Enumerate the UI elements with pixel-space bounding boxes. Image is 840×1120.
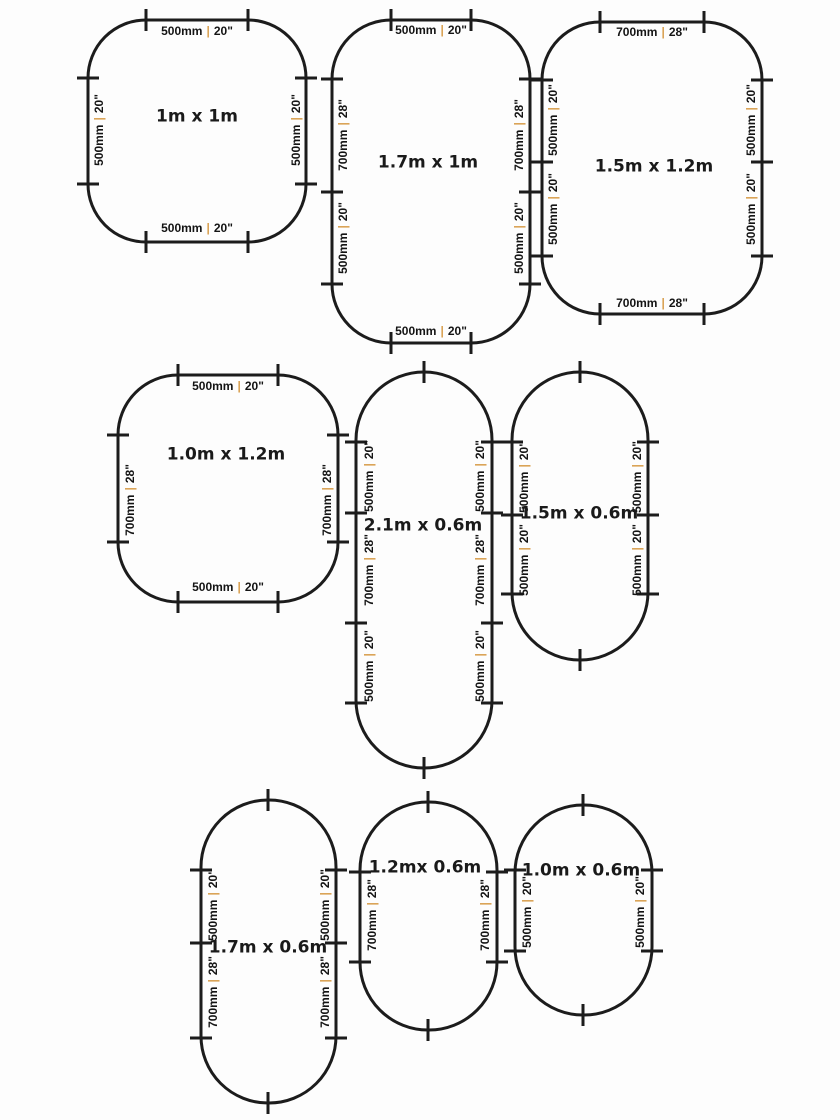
dim-label-left bbox=[363, 630, 375, 702]
mm-value: 500mm bbox=[92, 124, 106, 166]
separator: | bbox=[744, 196, 758, 200]
mm-value: 500mm bbox=[161, 24, 203, 38]
inch-value: 20" bbox=[447, 23, 467, 37]
inch-value: 28" bbox=[362, 534, 376, 554]
separator: | bbox=[440, 324, 444, 338]
mm-value: 700mm bbox=[478, 909, 492, 951]
mm-value: 500mm bbox=[517, 471, 531, 513]
inch-value: 28" bbox=[123, 464, 137, 484]
outline bbox=[360, 802, 497, 1030]
separator: | bbox=[633, 899, 647, 903]
inch-value: 20" bbox=[289, 94, 303, 114]
mm-value: 500mm bbox=[473, 660, 487, 702]
inch-value: 28" bbox=[365, 879, 379, 899]
mm-value: 500mm bbox=[473, 470, 487, 512]
mm-value: 700mm bbox=[206, 986, 220, 1028]
mm-value: 500mm bbox=[744, 114, 758, 156]
separator: | bbox=[237, 379, 241, 393]
shape-size-label: 1.0m x 0.6m bbox=[521, 860, 641, 881]
dim-label-right bbox=[745, 84, 757, 156]
outline bbox=[332, 20, 530, 343]
outline bbox=[515, 805, 652, 1015]
separator: | bbox=[362, 463, 376, 467]
dim-label-bottom bbox=[395, 325, 467, 337]
separator: | bbox=[440, 23, 444, 37]
inch-value: 28" bbox=[512, 99, 526, 119]
dim-label-left bbox=[518, 441, 530, 513]
mm-value: 500mm bbox=[362, 660, 376, 702]
separator: | bbox=[206, 24, 210, 38]
dim-label-left bbox=[521, 876, 533, 948]
separator: | bbox=[744, 107, 758, 111]
mm-value: 500mm bbox=[546, 203, 560, 245]
dim-label-top bbox=[395, 24, 467, 36]
dim-label-left bbox=[337, 202, 349, 274]
shape-size-label: 1.7m x 1m bbox=[377, 152, 479, 173]
inch-value: 20" bbox=[744, 173, 758, 193]
mm-value: 700mm bbox=[616, 296, 658, 310]
separator: | bbox=[237, 580, 241, 594]
inch-value: 20" bbox=[633, 876, 647, 896]
dim-label-left bbox=[363, 440, 375, 512]
separator: | bbox=[336, 225, 350, 229]
dim-label-right bbox=[474, 534, 486, 606]
dim-label-left bbox=[363, 534, 375, 606]
separator: | bbox=[661, 296, 665, 310]
inch-value: 20" bbox=[318, 869, 332, 889]
separator: | bbox=[289, 117, 303, 121]
dim-label-top bbox=[192, 380, 264, 392]
separator: | bbox=[473, 463, 487, 467]
dim-label-right bbox=[631, 524, 643, 596]
dim-label-left bbox=[366, 879, 378, 951]
separator: | bbox=[546, 107, 560, 111]
shape-size-label: 1m x 1m bbox=[156, 106, 238, 127]
dim-label-left bbox=[547, 173, 559, 245]
dim-label-right bbox=[321, 464, 333, 536]
inch-value: 28" bbox=[336, 99, 350, 119]
dim-label-left bbox=[518, 524, 530, 596]
outline bbox=[88, 20, 306, 242]
mm-value: 700mm bbox=[123, 494, 137, 536]
inch-value: 20" bbox=[630, 441, 644, 461]
inch-value: 20" bbox=[244, 379, 264, 393]
inch-value: 20" bbox=[630, 524, 644, 544]
separator: | bbox=[92, 117, 106, 121]
separator: | bbox=[318, 892, 332, 896]
separator: | bbox=[630, 547, 644, 551]
shape-size-label: 1.7m x 0.6m bbox=[208, 937, 328, 958]
tick-marks bbox=[77, 9, 317, 253]
dim-label-top bbox=[161, 25, 233, 37]
dim-label-left bbox=[93, 94, 105, 166]
separator: | bbox=[336, 122, 350, 126]
mm-value: 700mm bbox=[616, 25, 658, 39]
track-1.0m-x-1.2m bbox=[107, 364, 349, 613]
track-1m-x-1m bbox=[77, 9, 317, 253]
mm-value: 500mm bbox=[336, 232, 350, 274]
mm-value: 700mm bbox=[512, 129, 526, 171]
mm-value: 500mm bbox=[744, 203, 758, 245]
mm-value: 500mm bbox=[633, 906, 647, 948]
tick-marks bbox=[107, 364, 349, 613]
dim-label-bottom bbox=[192, 581, 264, 593]
track-1.7m-x-1m bbox=[321, 9, 541, 354]
dim-label-right bbox=[513, 202, 525, 274]
mm-value: 500mm bbox=[630, 471, 644, 513]
dim-label-left bbox=[207, 956, 219, 1028]
dim-label-left bbox=[337, 99, 349, 171]
inch-value: 28" bbox=[206, 956, 220, 976]
inch-value: 20" bbox=[546, 173, 560, 193]
inch-value: 20" bbox=[336, 202, 350, 222]
inch-value: 20" bbox=[512, 202, 526, 222]
separator: | bbox=[365, 902, 379, 906]
separator: | bbox=[206, 221, 210, 235]
mm-value: 700mm bbox=[318, 986, 332, 1028]
mm-value: 700mm bbox=[362, 564, 376, 606]
inch-value: 20" bbox=[213, 24, 233, 38]
dim-label-right bbox=[319, 869, 331, 941]
mm-value: 500mm bbox=[192, 379, 234, 393]
separator: | bbox=[320, 487, 334, 491]
mm-value: 500mm bbox=[206, 899, 220, 941]
separator: | bbox=[630, 464, 644, 468]
outline bbox=[118, 375, 338, 602]
mm-value: 500mm bbox=[512, 232, 526, 274]
separator: | bbox=[206, 892, 220, 896]
dim-label-right bbox=[474, 630, 486, 702]
shape-size-label: 1.5m x 1.2m bbox=[594, 156, 714, 177]
dim-label-right bbox=[634, 876, 646, 948]
inch-value: 28" bbox=[668, 296, 688, 310]
separator: | bbox=[123, 487, 137, 491]
dim-label-bottom bbox=[616, 297, 688, 309]
dim-label-left bbox=[207, 869, 219, 941]
outline bbox=[356, 372, 492, 768]
mm-value: 700mm bbox=[320, 494, 334, 536]
mm-value: 500mm bbox=[546, 114, 560, 156]
separator: | bbox=[512, 225, 526, 229]
separator: | bbox=[517, 547, 531, 551]
shape-size-label: 1.0m x 1.2m bbox=[166, 444, 286, 465]
dim-label-right bbox=[474, 440, 486, 512]
dim-label-right bbox=[479, 879, 491, 951]
separator: | bbox=[362, 653, 376, 657]
inch-value: 28" bbox=[478, 879, 492, 899]
inch-value: 20" bbox=[744, 84, 758, 104]
inch-value: 20" bbox=[206, 869, 220, 889]
separator: | bbox=[318, 979, 332, 983]
separator: | bbox=[517, 464, 531, 468]
inch-value: 20" bbox=[517, 524, 531, 544]
dim-label-right bbox=[290, 94, 302, 166]
shape-size-label: 1.2mx 0.6m bbox=[368, 857, 482, 878]
mm-value: 700mm bbox=[336, 129, 350, 171]
inch-value: 28" bbox=[668, 25, 688, 39]
mm-value: 500mm bbox=[362, 470, 376, 512]
separator: | bbox=[473, 557, 487, 561]
dim-label-right bbox=[319, 956, 331, 1028]
dim-label-right bbox=[631, 441, 643, 513]
mm-value: 500mm bbox=[318, 899, 332, 941]
shape-size-label: 2.1m x 0.6m bbox=[363, 515, 483, 536]
inch-value: 20" bbox=[213, 221, 233, 235]
inch-value: 20" bbox=[546, 84, 560, 104]
inch-value: 28" bbox=[473, 534, 487, 554]
dim-label-left bbox=[124, 464, 136, 536]
inch-value: 20" bbox=[473, 630, 487, 650]
inch-value: 28" bbox=[320, 464, 334, 484]
mm-value: 700mm bbox=[365, 909, 379, 951]
inch-value: 20" bbox=[447, 324, 467, 338]
mm-value: 500mm bbox=[289, 124, 303, 166]
mm-value: 500mm bbox=[520, 906, 534, 948]
mm-value: 700mm bbox=[473, 564, 487, 606]
separator: | bbox=[520, 899, 534, 903]
inch-value: 20" bbox=[517, 441, 531, 461]
separator: | bbox=[661, 25, 665, 39]
inch-value: 20" bbox=[244, 580, 264, 594]
separator: | bbox=[512, 122, 526, 126]
dim-label-top bbox=[616, 26, 688, 38]
dim-label-left bbox=[547, 84, 559, 156]
separator: | bbox=[473, 653, 487, 657]
dim-label-bottom bbox=[161, 222, 233, 234]
tick-marks bbox=[321, 9, 541, 354]
dim-label-right bbox=[513, 99, 525, 171]
mm-value: 500mm bbox=[630, 554, 644, 596]
dim-label-right bbox=[745, 173, 757, 245]
separator: | bbox=[478, 902, 492, 906]
mm-value: 500mm bbox=[517, 554, 531, 596]
shape-size-label: 1.5m x 0.6m bbox=[519, 503, 639, 524]
separator: | bbox=[362, 557, 376, 561]
separator: | bbox=[206, 979, 220, 983]
mm-value: 500mm bbox=[395, 23, 437, 37]
mm-value: 500mm bbox=[161, 221, 203, 235]
inch-value: 20" bbox=[520, 876, 534, 896]
inch-value: 20" bbox=[362, 630, 376, 650]
inch-value: 28" bbox=[318, 956, 332, 976]
mm-value: 500mm bbox=[395, 324, 437, 338]
inch-value: 20" bbox=[92, 94, 106, 114]
inch-value: 20" bbox=[473, 440, 487, 460]
inch-value: 20" bbox=[362, 440, 376, 460]
mm-value: 500mm bbox=[192, 580, 234, 594]
separator: | bbox=[546, 196, 560, 200]
